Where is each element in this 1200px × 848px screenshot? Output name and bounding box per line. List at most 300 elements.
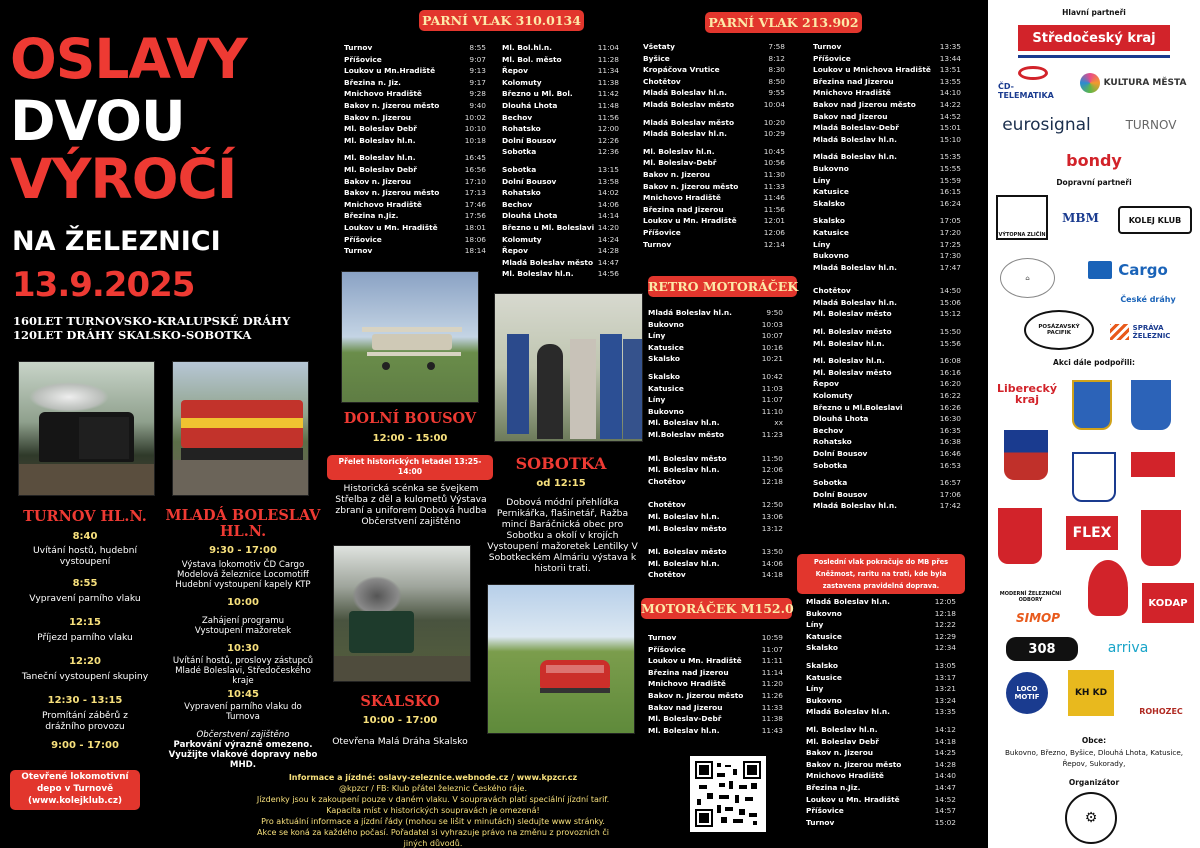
- departure-time: 17:46: [464, 199, 486, 209]
- skalsko-heading: SKALSKO: [360, 693, 440, 710]
- khkd-logo[interactable]: [1068, 670, 1114, 716]
- station-name: Mladá Boleslav město: [502, 257, 594, 267]
- title-line2: DVOU: [10, 89, 185, 153]
- simop-logo[interactable]: [994, 608, 1082, 628]
- station-name: Kolomuty: [502, 77, 542, 87]
- timetable-row: [643, 146, 785, 158]
- timetable-row: [813, 402, 961, 414]
- khkd-text: KH KD: [1074, 688, 1108, 698]
- organizer-logo[interactable]: ⚙: [1065, 792, 1117, 844]
- mzo-logo[interactable]: [993, 575, 1068, 603]
- timetable-row: [648, 406, 783, 418]
- timetable-row: [648, 569, 783, 581]
- departure-time: 14:28: [934, 759, 956, 769]
- departure-time: 10:29: [763, 129, 785, 139]
- station-name: Turnov: [344, 246, 373, 256]
- timetable-row: [344, 187, 486, 199]
- station-name: Ml. Boleslav hl.n.: [344, 135, 416, 145]
- mzo-text: MODERNÍ ŽELEZNIČNÍ ODBORY: [999, 591, 1062, 603]
- departure-time: 9:13: [469, 66, 486, 76]
- kolej-text: KOLEJ KLUB: [1128, 215, 1182, 225]
- station-name: Ml. Bol.hl.n.: [502, 43, 552, 52]
- timetable-row: [648, 353, 783, 365]
- crest-7[interactable]: [998, 508, 1042, 564]
- mnichov-logo[interactable]: ⌂: [1000, 258, 1055, 298]
- turnov-logo[interactable]: [1116, 108, 1186, 142]
- station-name: Líny: [648, 331, 666, 341]
- timetable-row: [806, 672, 956, 684]
- crest-5[interactable]: [1072, 452, 1116, 502]
- footer-line6: Akce se koná za každého počasí. Pořadatel si vyhrazuje právo na změnu z provozních či jiných důvodů.: [256, 828, 610, 848]
- cargo-text: Cargo: [1118, 261, 1168, 279]
- turnov-text-3: Příjezd parního vlaku: [37, 632, 133, 643]
- station-name: Skalsko: [648, 371, 680, 381]
- departure-time: 14:47: [934, 782, 956, 792]
- boleslav-text-4: Vypravení parního vlaku do Turnova: [184, 702, 302, 722]
- station-name: Skalsko: [813, 198, 845, 208]
- timetable-row: [813, 151, 961, 163]
- bousov-time: 12:00 - 15:00: [372, 433, 448, 444]
- departure-time: 14:57: [934, 806, 956, 816]
- timetable-row: [813, 262, 961, 274]
- station-name: Bukovno: [806, 695, 842, 705]
- departure-time: 15:02: [934, 817, 956, 827]
- station-name: Ml. Boleslav hl.n.: [813, 338, 885, 348]
- departure-time: 18:14: [464, 246, 486, 256]
- station-name: Dolní Bousov: [813, 489, 868, 499]
- timetable-row: [502, 187, 619, 199]
- departure-time: 11:30: [763, 169, 785, 179]
- departure-time: 16:26: [939, 402, 961, 412]
- station-name: Chotětov: [643, 76, 681, 86]
- departure-time: 11:33: [761, 702, 783, 712]
- departure-time: 11:38: [761, 714, 783, 724]
- title-line4: NA ŽELEZNICI: [12, 226, 221, 257]
- station-name: Ml. Boleslav-Debř: [648, 714, 722, 724]
- stredocesky-kraj-logo[interactable]: [1018, 25, 1170, 55]
- departure-time: 13:17: [934, 672, 956, 682]
- locomotif-logo[interactable]: [1006, 672, 1048, 714]
- station-name: Březina n.Jiz.: [806, 782, 861, 792]
- timetable-row: [648, 655, 783, 667]
- sobotka-time: od 12:15: [536, 478, 586, 489]
- boleslav-text-3: Uvítání hostů, proslovy zástupců Mladé Boleslavi, Středočeského kraje: [172, 656, 314, 686]
- departure-time: 17:10: [464, 176, 486, 186]
- station-name: Mladá Boleslav hl.n.: [813, 134, 897, 144]
- timetable-row: [806, 706, 956, 718]
- kodap-logo[interactable]: [1142, 583, 1194, 623]
- timetable-row: [344, 152, 486, 164]
- liberecky-kraj-logo[interactable]: [994, 377, 1060, 411]
- departure-time: 11:28: [597, 54, 619, 64]
- timetable-row: [806, 782, 956, 794]
- railcar-photo: [487, 584, 635, 734]
- timetable-row: [806, 631, 956, 643]
- departure-time: 12:06: [763, 227, 785, 237]
- departure-time: 13:21: [934, 684, 956, 694]
- departure-time: 14:12: [934, 724, 956, 734]
- sprava-zeleznic-logo[interactable]: [1110, 320, 1188, 344]
- station-name: Mladá Boleslav hl.n.: [813, 501, 897, 511]
- arriva-text: arriva: [1107, 640, 1149, 656]
- flight-badge: Přelet historických letadel 13:25-14:00: [327, 455, 493, 480]
- station-name: Bechov: [813, 425, 844, 435]
- timetable-row: [502, 65, 619, 77]
- obce-heading: Obce:: [1081, 736, 1107, 745]
- station-name: Příšovice: [806, 806, 844, 816]
- rohozec-logo[interactable]: [1138, 670, 1184, 716]
- station-name: Bakov n. Jizerou město: [648, 690, 744, 700]
- station-name: Mnichovo Hradiště: [806, 771, 884, 781]
- crest-9[interactable]: [1141, 510, 1181, 566]
- station-name: Příšovice: [643, 227, 681, 237]
- timetable-row: [643, 169, 785, 181]
- timetable-row: [502, 164, 619, 176]
- event-date: 13.9.2025: [12, 265, 195, 305]
- turnov-program: [10, 531, 160, 751]
- cd-telematika-logo[interactable]: [998, 65, 1068, 100]
- timetable-row: [813, 53, 961, 65]
- timetable-row: [643, 181, 785, 193]
- timetable-row: [813, 122, 961, 134]
- departure-time: 15:50: [939, 327, 961, 337]
- turnov-time-2: 8:55: [72, 578, 98, 589]
- station-name: Bakov nad Jizerou: [648, 702, 723, 712]
- departure-time: 13:15: [597, 164, 619, 174]
- bondy-text: bondy: [1066, 150, 1122, 170]
- timetable-row: [344, 176, 486, 188]
- departure-time: 8:12: [768, 53, 785, 63]
- timetable-retro: [648, 307, 783, 581]
- departure-time: 14:56: [597, 269, 619, 279]
- station-name: Březina n. Jiz.: [344, 77, 401, 87]
- mbm-rail-logo[interactable]: [1058, 205, 1103, 230]
- timetable-row: [813, 448, 961, 460]
- timetable-row: [648, 690, 783, 702]
- departure-time: 11:50: [761, 453, 783, 463]
- station-name: Kropáčova Vrutice: [643, 65, 720, 75]
- departure-time: 13:51: [939, 65, 961, 75]
- departure-time: 11:20: [761, 679, 783, 689]
- station-name: Mladá Boleslav hl.n.: [806, 597, 890, 606]
- station-name: Chotětov: [648, 476, 686, 486]
- timetable-row: [502, 54, 619, 66]
- departure-time: 15:10: [939, 134, 961, 144]
- station-name: Sobotka: [502, 147, 537, 157]
- timetable-row: [806, 660, 956, 672]
- timetable-row: [648, 383, 783, 395]
- station-name: Chotětov: [813, 286, 851, 296]
- station-name: Bakov n. Jizerou: [344, 176, 412, 186]
- crest-6[interactable]: [1131, 452, 1175, 502]
- timetable-row: [813, 111, 961, 123]
- kultura-mesta-logo[interactable]: [1078, 65, 1188, 100]
- departure-time: 14:20: [597, 222, 619, 232]
- station-name: Líny: [813, 175, 831, 185]
- departure-time: 10:20: [763, 117, 785, 127]
- timetable-row: [502, 42, 619, 54]
- departure-time: 13:50: [761, 547, 783, 557]
- departure-time: 12:05: [934, 597, 956, 606]
- departure-time: 11:56: [597, 112, 619, 122]
- boleslav-time-2: 10:00: [227, 597, 259, 608]
- eurosignal-logo[interactable]: [994, 110, 1099, 140]
- station-name: Dlouhá Lhota: [502, 100, 558, 110]
- departure-time: 10:03: [761, 319, 783, 329]
- station-name: Bakov n. Jizerou město: [344, 100, 440, 110]
- timetable-row: [502, 88, 619, 100]
- departure-time: 14:10: [939, 88, 961, 98]
- kolej-klub-logo[interactable]: [1118, 206, 1192, 234]
- timetable-row: [502, 123, 619, 135]
- station-name: Turnov: [648, 633, 677, 642]
- departure-time: 10:21: [761, 354, 783, 364]
- timetable-row: [813, 378, 961, 390]
- sobotka-heading: SOBOTKA: [515, 454, 607, 473]
- sobotka-crest[interactable]: [1072, 380, 1112, 430]
- departure-time: 11:38: [597, 77, 619, 87]
- station-name: Líny: [648, 395, 666, 405]
- departure-time: 14:28: [597, 246, 619, 256]
- timetable-row: [806, 794, 956, 806]
- departure-time: 12:01: [763, 216, 785, 226]
- flex-text: FLEX: [1072, 525, 1112, 541]
- departure-time: 11:42: [597, 89, 619, 99]
- timetable-row: [344, 42, 486, 54]
- transport-partners-heading: Dopravní partneři: [1056, 178, 1132, 187]
- bondy-logo[interactable]: [1058, 148, 1130, 172]
- station-name: Ml. Boleslav hl.n.: [344, 153, 416, 163]
- departure-time: 10:56: [763, 158, 785, 168]
- station-name: Ml. Boleslav hl.n.: [648, 558, 720, 568]
- station-name: Mladá Boleslav hl.n.: [813, 262, 897, 272]
- departure-time: 16:24: [939, 198, 961, 208]
- timetable-row: [648, 307, 783, 319]
- departure-time: 16:45: [464, 153, 486, 163]
- timetable-row: [648, 511, 783, 523]
- timetable-row: [648, 394, 783, 406]
- station-name: Březina nad Jizerou: [813, 76, 894, 86]
- station-name: Mladá Boleslav hl.n.: [806, 707, 890, 717]
- n308-logo[interactable]: [1006, 637, 1078, 661]
- timetable-row: [813, 186, 961, 198]
- eurosignal-text: eurosignal: [1002, 115, 1091, 135]
- departure-time: 9:17: [469, 77, 486, 87]
- timetable-row: [502, 199, 619, 211]
- station-name: Dolní Bousov: [502, 135, 557, 145]
- station-name: Ml. Boleslav Debř: [344, 164, 417, 174]
- departure-time: 10:02: [464, 112, 486, 122]
- departure-time: 12:29: [934, 631, 956, 641]
- departure-time: 11:43: [761, 725, 783, 735]
- crest-4[interactable]: [1004, 430, 1048, 480]
- label-m152: MOTORÁČEK M152.0: [641, 598, 792, 619]
- timetable-row: [502, 257, 619, 269]
- timetable-row: [648, 725, 783, 737]
- obce-list: Bukovno, Březno, Byšice, Dlouhá Lhota, Katusice, Řepov, Sukorady,: [1004, 748, 1184, 768]
- departure-time: 13:58: [597, 176, 619, 186]
- station-name: Bukovno: [813, 163, 849, 173]
- station-name: Bechov: [502, 199, 533, 209]
- timetable-row: [344, 65, 486, 77]
- arriva-logo[interactable]: [1094, 636, 1162, 660]
- boleslav-heading: MLADÁ BOLESLAV HL.N.: [165, 507, 321, 540]
- departure-time: 10:18: [464, 135, 486, 145]
- timetable-row: [813, 436, 961, 448]
- departure-time: 9:28: [469, 89, 486, 99]
- footer-line2: @kpzcr / FB: Klub přátel železnic Českého ráje.: [339, 784, 527, 793]
- vytopna-zlicin-logo[interactable]: [996, 195, 1048, 240]
- timetable-row: [806, 724, 956, 736]
- simop-text: SIMOP: [1015, 611, 1061, 625]
- timetable-row: [344, 222, 486, 234]
- timetable-row: [643, 239, 785, 251]
- station-name: Turnov: [344, 43, 373, 52]
- timetable-row: [648, 499, 783, 511]
- departure-time: 13:24: [934, 695, 956, 705]
- timetable-row: [813, 297, 961, 309]
- timetable-row: [344, 100, 486, 112]
- bousov-crest[interactable]: [1131, 380, 1171, 430]
- steam-train-photo: [18, 361, 155, 496]
- station-name: Mladá Boleslav město: [643, 99, 735, 109]
- timetable-row: [648, 342, 783, 354]
- departure-time: 9:55: [768, 88, 785, 98]
- departure-time: 9:40: [469, 100, 486, 110]
- station-name: Katusice: [806, 672, 842, 682]
- station-name: Loukov u Mn. Hradiště: [806, 794, 900, 804]
- station-name: Katusice: [648, 383, 684, 393]
- costumes-photo: [494, 293, 643, 442]
- station-name: Ml. Boleslav město: [648, 453, 727, 463]
- station-name: Dolní Bousov: [813, 449, 868, 458]
- flex-logo[interactable]: [1066, 516, 1118, 550]
- departure-time: 12:18: [934, 608, 956, 618]
- timetable-row: [813, 239, 961, 251]
- posazavsky-pacifik-logo[interactable]: [1024, 310, 1094, 350]
- turnov-text-4: Taneční vystoupení skupiny: [21, 671, 149, 682]
- station-name: Ml. Boleslav Debř: [344, 124, 417, 134]
- footer-line1[interactable]: Informace a jízdné: oslavy-zeleznice.webnode.cz / www.kpzcr.cz: [288, 773, 578, 782]
- departure-time: 14:06: [761, 558, 783, 568]
- departure-time: 10:42: [761, 371, 783, 381]
- timetable-row: [648, 464, 783, 476]
- supporters-heading: Akci dále podpořili:: [1053, 358, 1135, 367]
- station-name: Kolomuty: [813, 391, 853, 401]
- departure-time: 11:11: [761, 656, 783, 666]
- departure-time: 16:38: [939, 437, 961, 447]
- departure-time: 15:56: [939, 338, 961, 348]
- station-name: Mladá Boleslav hl.n.: [643, 129, 727, 139]
- station-name: Skalsko: [806, 660, 838, 670]
- timetable-row: [648, 632, 783, 644]
- timetable-row: [648, 678, 783, 690]
- departure-time: 18:01: [464, 222, 486, 232]
- departure-time: 16:57: [939, 478, 961, 488]
- boleslav-note1: Občerstvení zajištěno: [196, 730, 290, 740]
- station-name: Ml. Boleslav hl.n.: [502, 269, 574, 279]
- timetable-row: [643, 99, 785, 111]
- departure-time: 13:12: [761, 523, 783, 533]
- timetable-row: [502, 245, 619, 257]
- timetable-row: [813, 76, 961, 88]
- timetable-row: [813, 87, 961, 99]
- station-name: Mnichovo Hradiště: [344, 89, 422, 99]
- station-name: Mladá Boleslav hl.n.: [813, 152, 897, 162]
- departure-time: 12:06: [761, 465, 783, 475]
- timetable-row: [806, 747, 956, 759]
- station-name: Bakov n. Jizerou: [643, 169, 711, 179]
- station-name: Bukovno: [806, 608, 842, 618]
- departure-time: 16:46: [939, 449, 961, 458]
- station-name: Bukovno: [648, 319, 684, 329]
- crest-11[interactable]: [1088, 560, 1128, 616]
- qr-code[interactable]: [690, 756, 766, 832]
- boleslav-time-1: 9:30 - 17:00: [209, 545, 277, 556]
- departure-time: 14:50: [939, 286, 961, 296]
- station-name: Mnichovo Hradiště: [643, 193, 721, 203]
- station-name: Turnov: [643, 239, 672, 249]
- departure-time: 16:56: [464, 164, 486, 174]
- n308-text: 308: [1028, 641, 1056, 657]
- station-name: Turnov: [813, 42, 842, 51]
- timetable-row: [648, 319, 783, 331]
- cd-text: České dráhy: [1120, 294, 1176, 304]
- boleslav-text-2: Zahájení programu Vystoupení mažoretek: [194, 616, 292, 636]
- station-name: Ml. Boleslav město: [648, 547, 727, 557]
- station-name: Rohatsko: [502, 124, 541, 134]
- timetable-row: [344, 210, 486, 222]
- departure-time: 17:06: [939, 489, 961, 499]
- departure-time: 12:00: [597, 124, 619, 134]
- departure-time: 16:20: [939, 379, 961, 389]
- departure-time: 17:13: [464, 188, 486, 198]
- timetable-row: [813, 41, 961, 53]
- station-name: Řepov: [502, 66, 528, 76]
- timetable-row: [648, 713, 783, 725]
- timetable-row: [648, 453, 783, 465]
- kodap-text: KODAP: [1148, 597, 1188, 609]
- timetable-row: [643, 192, 785, 204]
- departure-time: 14:18: [934, 736, 956, 746]
- ceske-drahy-logo[interactable]: [1108, 290, 1188, 308]
- departure-time: 15:01: [939, 123, 961, 133]
- station-name: Ml. Boleslav hl.n.: [813, 356, 885, 366]
- departure-time: 17:25: [939, 239, 961, 249]
- diesel-loco-photo: [172, 361, 309, 496]
- timetable-row: [813, 250, 961, 262]
- title-line3: VÝROČÍ: [10, 147, 237, 211]
- cd-cargo-logo[interactable]: [1078, 258, 1178, 282]
- partners-sidebar: [988, 0, 1200, 848]
- timetable-row: [813, 134, 961, 146]
- station-name: Chotětov: [648, 500, 686, 510]
- km-text: KULTURA MĚSTA: [1103, 77, 1187, 88]
- station-name: Řepov: [813, 379, 839, 389]
- timetable-row: [813, 64, 961, 76]
- departure-time: 15:06: [939, 297, 961, 307]
- timetable-310-a: [344, 42, 486, 257]
- station-name: Bakov n. Jizerou město: [344, 188, 440, 198]
- subtitle-2: 120LET DRÁHY SKALSKO-SOBOTKA: [13, 328, 252, 342]
- skalsko-time: 10:00 - 17:00: [362, 715, 438, 726]
- departure-time: 13:35: [934, 707, 956, 717]
- timetable-row: [806, 736, 956, 748]
- timetable-row: [813, 215, 961, 227]
- station-name: Březina nad Jizerou: [648, 667, 729, 677]
- timetable-row: [648, 330, 783, 342]
- station-name: Bakov n. Jizerou: [806, 748, 874, 758]
